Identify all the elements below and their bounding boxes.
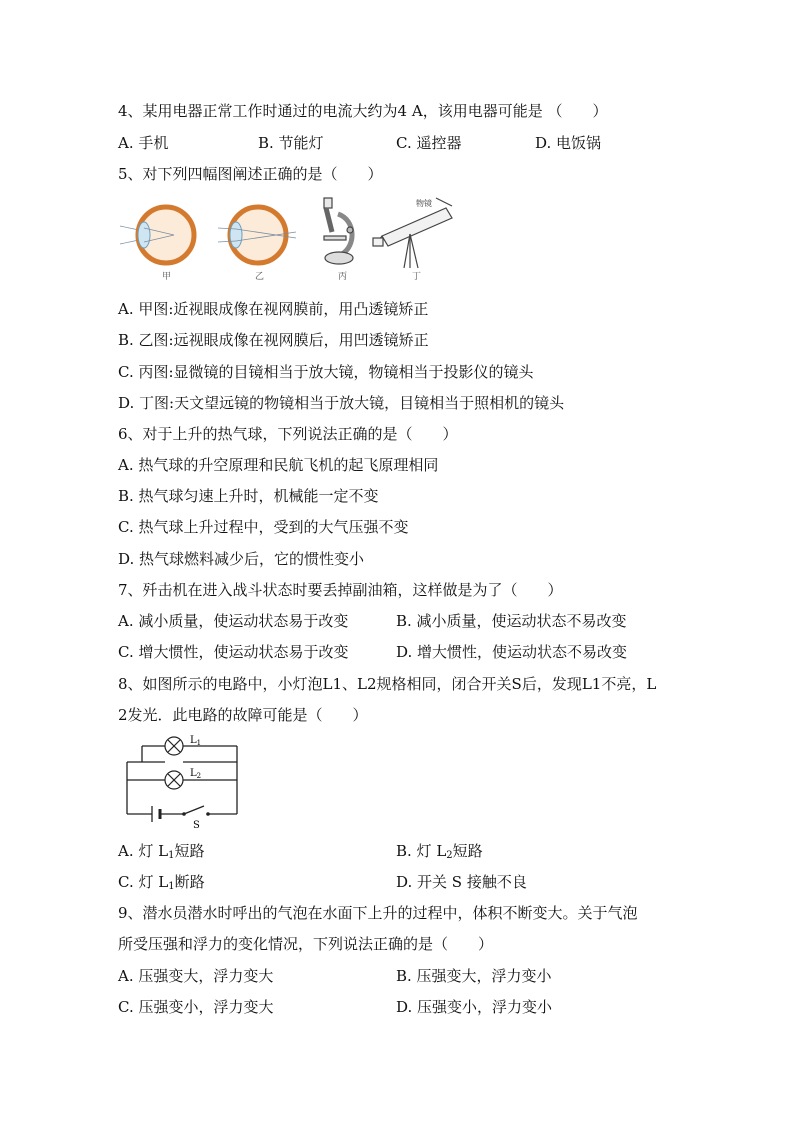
q6-option-a: A. 热气球的升空原理和民航飞机的起飞原理相同 [118, 456, 439, 474]
figure-label-ding: 丁 [412, 272, 422, 282]
q6-stem: 6、对于上升的热气球，下列说法正确的是（ ） [118, 425, 458, 443]
q5-option-c: C. 丙图:显微镜的目镜相当于放大镜，物镜相当于投影仪的镜头 [118, 363, 534, 381]
q6-option-d: D. 热气球燃料减少后，它的惯性变小 [118, 550, 365, 568]
telescope-icon [373, 198, 452, 268]
lamp-l2-icon-body [165, 771, 183, 789]
q8-option-c: C. 灯 $L_1$断路 [118, 873, 205, 892]
switch-label: S [193, 820, 200, 830]
q9-option-c: C. 压强变小，浮力变大 [118, 998, 274, 1016]
q8-option-d: D. 开关 S 接触不良 [396, 873, 527, 891]
figure-label-yi: 乙 [255, 272, 265, 282]
q5-option-b: B. 乙图:远视眼成像在视网膜后，用凹透镜矫正 [118, 331, 429, 349]
q9-stem-line2: 所受压强和浮力的变化情况，下列说法正确的是（ ） [118, 935, 494, 953]
q5-stem: 5、对下列四幅图阐述正确的是（ ） [118, 165, 383, 183]
q8-circuit-diagram [124, 734, 244, 830]
q9-option-b: B. 压强变大，浮力变小 [396, 967, 552, 985]
eye-diagram-yi [218, 207, 296, 263]
eye-diagram-jia [120, 207, 194, 263]
q4-stem: 4、某用电器正常工作时通过的电流大约为4 A，该用电器可能是 （ ） [118, 102, 608, 120]
q4-option-b: B. 节能灯 [258, 134, 324, 152]
figure-label-jia: 甲 [162, 272, 172, 282]
battery-icon [152, 806, 160, 822]
lamp-l1-label: $L_1$ [190, 735, 202, 747]
q5-option-a: A. 甲图:近视眼成像在视网膜前，用凸透镜矫正 [118, 300, 429, 318]
q5-option-d: D. 丁图:天文望远镜的物镜相当于放大镜，目镜相当于照相机的镜头 [118, 394, 565, 412]
q6-option-b: B. 热气球匀速上升时，机械能一定不变 [118, 487, 379, 505]
q8-option-b: B. 灯 $L_2$短路 [396, 842, 483, 861]
q4-option-c: C. 遥控器 [396, 134, 462, 152]
q8-stem-line2: 2发光．此电路的故障可能是（ ） [118, 706, 368, 724]
q5-figures [118, 196, 468, 286]
q4-option-d: D. 电饭锅 [535, 134, 602, 152]
q7-stem: 7、歼击机在进入战斗状态时要丢掉副油箱，这样做是为了（ ） [118, 581, 563, 599]
figure-label-bing: 丙 [338, 272, 348, 282]
q7-option-b: B. 减小质量，使运动状态不易改变 [396, 612, 627, 630]
lamp-l2-label: $L_2$ [190, 768, 202, 780]
q8-option-a: A. 灯 $L_1$短路 [118, 842, 205, 861]
q7-option-a: A. 减小质量，使运动状态易于改变 [118, 612, 349, 630]
telescope-objective-label: 物镜 [416, 199, 432, 208]
q9-option-d: D. 压强变小，浮力变小 [396, 998, 553, 1016]
q9-option-a: A. 压强变大，浮力变大 [118, 967, 274, 985]
q4-option-a: A. 手机 [118, 134, 169, 152]
q8-stem-line1: 8、如图所示的电路中，小灯泡L1、L2规格相同，闭合开关S后，发现L1不亮，L [118, 675, 657, 693]
q7-option-d: D. 增大惯性，使运动状态不易改变 [396, 643, 628, 661]
q7-option-c: C. 增大惯性，使运动状态易于改变 [118, 643, 349, 661]
q6-option-c: C. 热气球上升过程中，受到的大气压强不变 [118, 518, 409, 536]
lamp-l1-icon [165, 737, 183, 755]
microscope-icon [324, 198, 353, 264]
q9-stem-line1: 9、潜水员潜水时呼出的气泡在水面下上升的过程中，体积不断变大。关于气泡 [118, 904, 638, 922]
